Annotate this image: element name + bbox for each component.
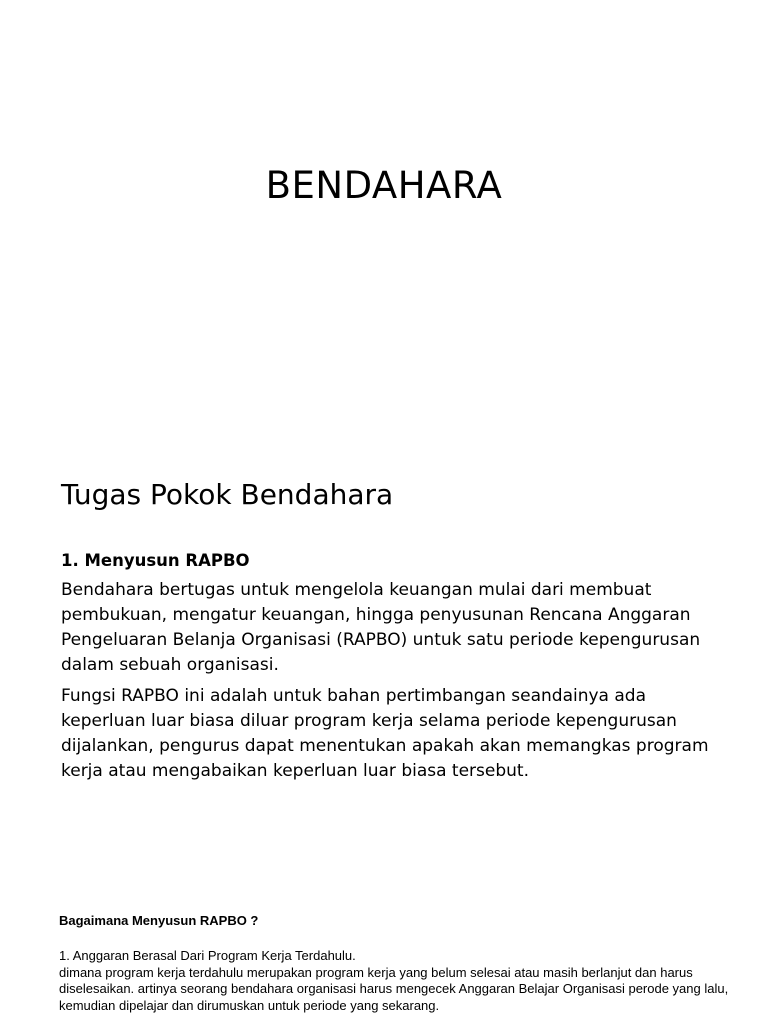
content-heading: Tugas Pokok Bendahara xyxy=(61,478,394,511)
slide-title: BENDAHARA xyxy=(265,164,503,207)
document-item-text: dimana program kerja terdahulu merupakan program kerja yang belum selesai atau masih berlanjut dan harus diselesaikan. artinya seorang bendahara organisasi harus mengecek Anggaran Belajar Organisasi perode yang lalu, kemudian dipelajar dan dirumuskan untuk periode yang sekarang. xyxy=(59,964,729,1013)
content-paragraph: Bendahara bertugas untuk mengelola keuangan mulai dari membuat pembukuan, mengatur keuangan, hingga penyusunan Rencana Anggaran Pengeluaran Belanja Organisasi (RAPBO) untuk satu periode kepengurusan dalam sebuah organisasi. xyxy=(61,580,701,675)
content-slide xyxy=(0,440,768,880)
content-paragraph: Fungsi RAPBO ini adalah untuk bahan pertimbangan seandainya ada keperluan luar biasa diluar program kerja selama periode kepengurusan dijalankan, pengurus dapat menentukan apakah akan memangkas program kerja atau mengabaikan keperluan luar biasa tersebut. xyxy=(61,686,709,781)
document-section xyxy=(0,880,768,1024)
document-heading: Bagaimana Menyusun RAPBO ? xyxy=(59,913,259,928)
content-body xyxy=(61,548,721,790)
content-subheading: 1. Menyusun RAPBO xyxy=(61,551,250,570)
title-slide xyxy=(0,0,768,440)
document-item-title: 1. Anggaran Berasal Dari Program Kerja Terdahulu. xyxy=(59,948,356,963)
document-body xyxy=(59,948,739,1014)
